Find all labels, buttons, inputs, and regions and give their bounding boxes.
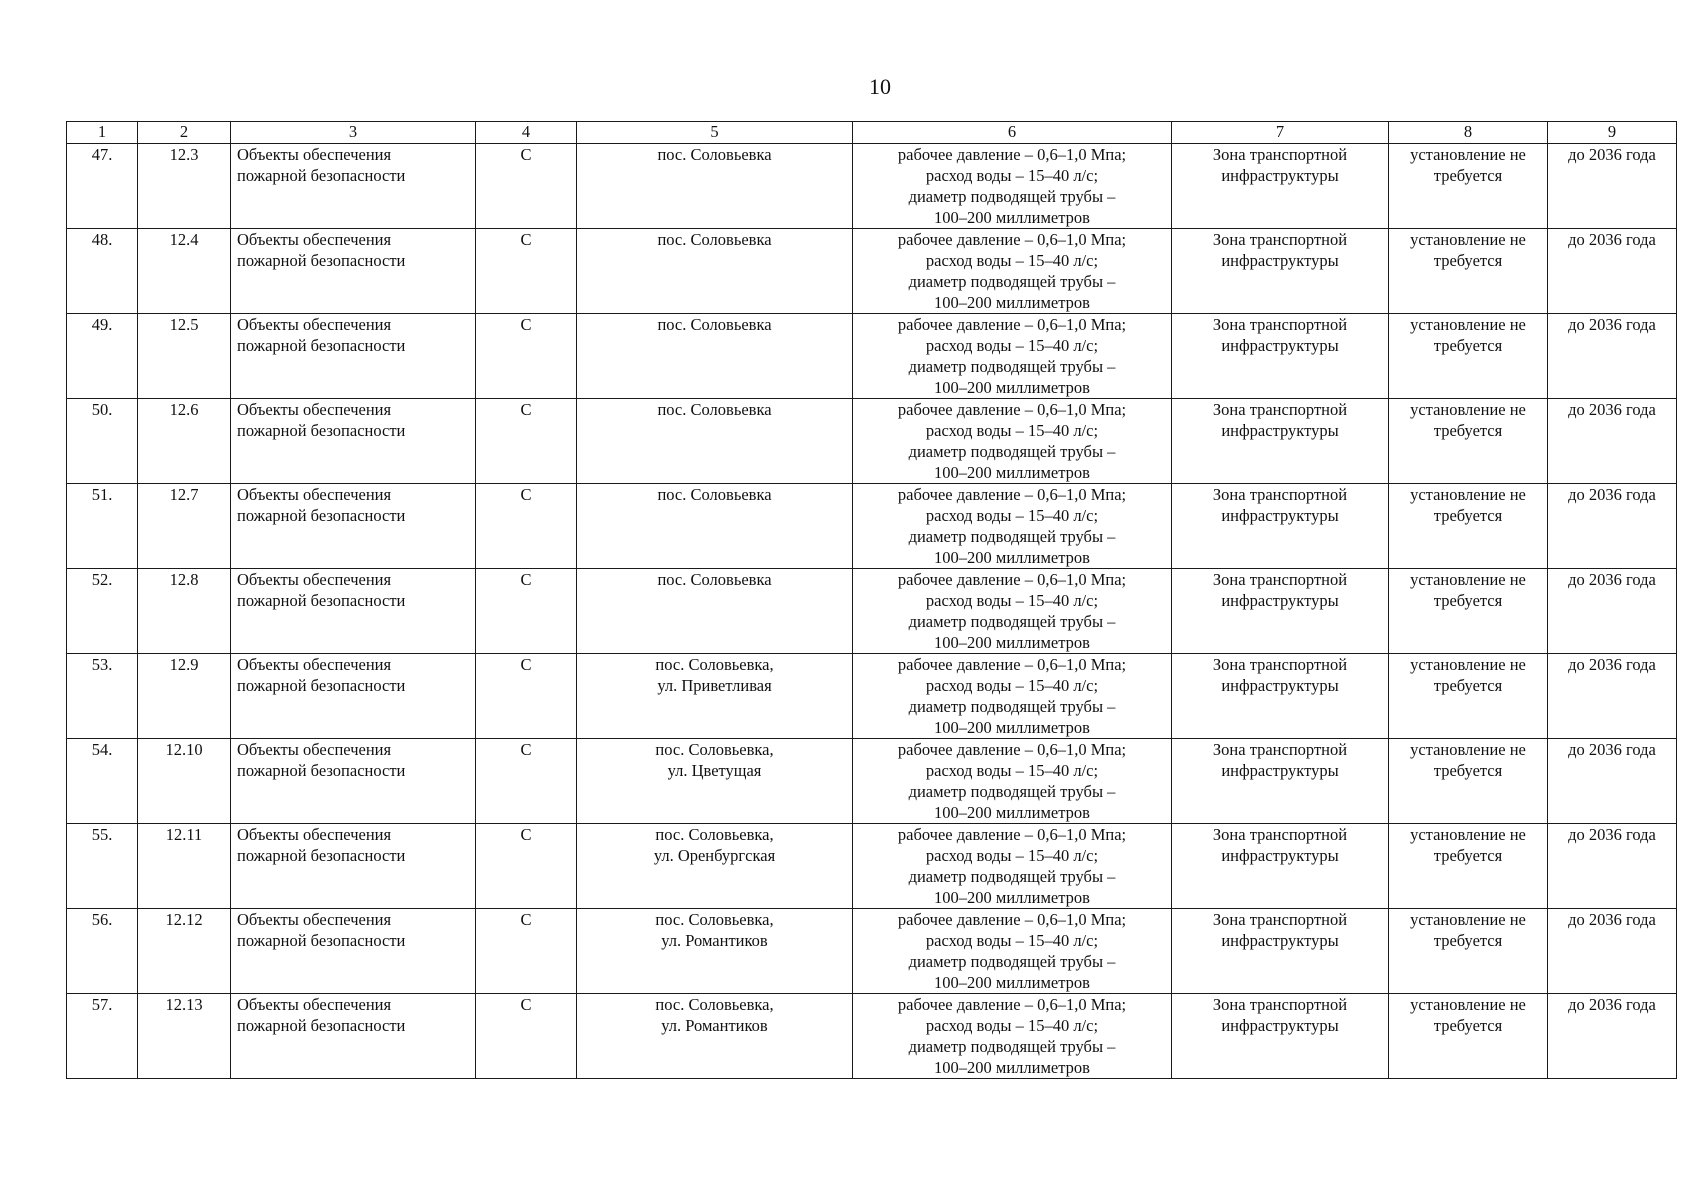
zone-cell-line: Зона транспортной <box>1212 655 1348 674</box>
term-cell: до 2036 года <box>1548 654 1677 739</box>
object-name-cell <box>231 654 476 739</box>
zone-cell <box>1172 909 1389 994</box>
object-name-cell <box>231 144 476 229</box>
parameters-cell-line: расход воды – 15–40 л/с; <box>925 676 1099 695</box>
zone-cell-line: Зона транспортной <box>1212 315 1348 334</box>
type-cell: С <box>476 399 577 484</box>
location-cell-line: ул. Романтиков <box>661 1016 768 1035</box>
zone-cell-line: инфраструктуры <box>1221 846 1339 865</box>
table-row <box>67 909 1677 994</box>
protection-zone-cell-line: установление не <box>1410 825 1526 844</box>
header-cell: 6 <box>853 122 1172 144</box>
protection-zone-cell-line: требуется <box>1433 591 1503 610</box>
location-cell <box>577 739 853 824</box>
parameters-cell <box>853 994 1172 1079</box>
code-cell: 12.13 <box>138 994 231 1079</box>
term-cell: до 2036 года <box>1548 314 1677 399</box>
location-cell-line: ул. Цветущая <box>667 761 762 780</box>
object-name-cell-line: Объекты обеспечения <box>237 825 392 844</box>
protection-zone-cell-line: требуется <box>1433 761 1503 780</box>
location-cell-line: пос. Соловьевка <box>657 400 772 419</box>
object-name-cell <box>231 994 476 1079</box>
parameters-cell-line: расход воды – 15–40 л/с; <box>925 251 1099 270</box>
parameters-cell-line: 100–200 миллиметров <box>934 973 1090 992</box>
object-name-cell-line: Объекты обеспечения <box>237 230 392 249</box>
code-cell: 12.12 <box>138 909 231 994</box>
protection-zone-cell-line: установление не <box>1410 230 1526 249</box>
parameters-cell-line: 100–200 миллиметров <box>934 463 1090 482</box>
term-cell: до 2036 года <box>1548 399 1677 484</box>
zone-cell-line: Зона транспортной <box>1212 995 1348 1014</box>
object-name-cell-line: пожарной безопасности <box>237 846 406 865</box>
parameters-cell-line: рабочее давление – 0,6–1,0 Мпа; <box>897 570 1127 589</box>
zone-cell <box>1172 569 1389 654</box>
header-cell: 8 <box>1389 122 1548 144</box>
term-cell: до 2036 года <box>1548 144 1677 229</box>
location-cell <box>577 484 853 569</box>
row-number-cell: 54. <box>67 739 138 824</box>
location-cell-line: пос. Соловьевка, <box>655 995 774 1014</box>
code-cell: 12.6 <box>138 399 231 484</box>
protection-zone-cell-line: установление не <box>1410 145 1526 164</box>
location-cell-line: пос. Соловьевка <box>657 145 772 164</box>
header-cell: 5 <box>577 122 853 144</box>
code-cell: 12.7 <box>138 484 231 569</box>
zone-cell-line: инфраструктуры <box>1221 506 1339 525</box>
table-row <box>67 399 1677 484</box>
protection-zone-cell-line: требуется <box>1433 166 1503 185</box>
table-row <box>67 314 1677 399</box>
protection-zone-cell-line: требуется <box>1433 421 1503 440</box>
object-name-cell-line: Объекты обеспечения <box>237 570 392 589</box>
parameters-cell-line: расход воды – 15–40 л/с; <box>925 761 1099 780</box>
parameters-cell-line: рабочее давление – 0,6–1,0 Мпа; <box>897 825 1127 844</box>
code-cell: 12.4 <box>138 229 231 314</box>
protection-zone-cell <box>1389 484 1548 569</box>
term-cell: до 2036 года <box>1548 994 1677 1079</box>
code-cell: 12.5 <box>138 314 231 399</box>
object-name-cell-line: пожарной безопасности <box>237 336 406 355</box>
location-cell <box>577 229 853 314</box>
object-name-cell <box>231 909 476 994</box>
protection-zone-cell-line: требуется <box>1433 336 1503 355</box>
location-cell-line: пос. Соловьевка <box>657 570 772 589</box>
object-name-cell-line: Объекты обеспечения <box>237 655 392 674</box>
object-name-cell-line: пожарной безопасности <box>237 421 406 440</box>
code-cell: 12.10 <box>138 739 231 824</box>
zone-cell-line: Зона транспортной <box>1212 400 1348 419</box>
parameters-cell-line: 100–200 миллиметров <box>934 888 1090 907</box>
parameters-cell-line: диаметр подводящей трубы – <box>908 442 1116 461</box>
parameters-cell-line: диаметр подводящей трубы – <box>908 612 1116 631</box>
row-number-cell: 49. <box>67 314 138 399</box>
object-name-cell-line: пожарной безопасности <box>237 931 406 950</box>
protection-zone-cell-line: установление не <box>1410 485 1526 504</box>
parameters-cell-line: 100–200 миллиметров <box>934 803 1090 822</box>
parameters-cell <box>853 314 1172 399</box>
row-number-cell: 52. <box>67 569 138 654</box>
protection-zone-cell-line: установление не <box>1410 740 1526 759</box>
location-cell <box>577 569 853 654</box>
parameters-cell-line: диаметр подводящей трубы – <box>908 272 1116 291</box>
parameters-cell-line: 100–200 миллиметров <box>934 633 1090 652</box>
parameters-cell-line: рабочее давление – 0,6–1,0 Мпа; <box>897 315 1127 334</box>
zone-cell-line: инфраструктуры <box>1221 676 1339 695</box>
protection-zone-cell-line: требуется <box>1433 1016 1503 1035</box>
type-cell: С <box>476 654 577 739</box>
location-cell-line: пос. Соловьевка <box>657 485 772 504</box>
protection-zone-cell-line: установление не <box>1410 655 1526 674</box>
zone-cell-line: Зона транспортной <box>1212 485 1348 504</box>
protection-zone-cell-line: установление не <box>1410 400 1526 419</box>
parameters-cell-line: расход воды – 15–40 л/с; <box>925 846 1099 865</box>
header-cell: 9 <box>1548 122 1677 144</box>
object-name-cell-line: пожарной безопасности <box>237 166 406 185</box>
zone-cell <box>1172 824 1389 909</box>
object-name-cell-line: Объекты обеспечения <box>237 400 392 419</box>
protection-zone-cell-line: установление не <box>1410 910 1526 929</box>
zone-cell-line: инфраструктуры <box>1221 421 1339 440</box>
protection-zone-cell <box>1389 739 1548 824</box>
term-cell: до 2036 года <box>1548 569 1677 654</box>
type-cell: С <box>476 994 577 1079</box>
zone-cell-line: Зона транспортной <box>1212 570 1348 589</box>
location-cell <box>577 824 853 909</box>
table-row <box>67 994 1677 1079</box>
location-cell-line: пос. Соловьевка, <box>655 740 774 759</box>
parameters-cell-line: рабочее давление – 0,6–1,0 Мпа; <box>897 145 1127 164</box>
table-body <box>67 144 1677 1079</box>
location-cell-line: пос. Соловьевка, <box>655 910 774 929</box>
protection-zone-cell <box>1389 314 1548 399</box>
type-cell: С <box>476 824 577 909</box>
row-number-cell: 56. <box>67 909 138 994</box>
object-name-cell <box>231 569 476 654</box>
table-row <box>67 144 1677 229</box>
location-cell-line: пос. Соловьевка <box>657 315 772 334</box>
parameters-cell-line: рабочее давление – 0,6–1,0 Мпа; <box>897 995 1127 1014</box>
row-number-cell: 55. <box>67 824 138 909</box>
location-cell-line: ул. Приветливая <box>657 676 772 695</box>
parameters-cell-line: рабочее давление – 0,6–1,0 Мпа; <box>897 400 1127 419</box>
parameters-cell-line: диаметр подводящей трубы – <box>908 1037 1116 1056</box>
header-cell: 2 <box>138 122 231 144</box>
table-row <box>67 739 1677 824</box>
table-row <box>67 654 1677 739</box>
parameters-cell-line: расход воды – 15–40 л/с; <box>925 931 1099 950</box>
zone-cell-line: инфраструктуры <box>1221 931 1339 950</box>
object-name-cell <box>231 824 476 909</box>
zone-cell-line: инфраструктуры <box>1221 761 1339 780</box>
zone-cell <box>1172 144 1389 229</box>
object-name-cell <box>231 399 476 484</box>
protection-zone-cell-line: требуется <box>1433 846 1503 865</box>
row-number-cell: 50. <box>67 399 138 484</box>
parameters-cell <box>853 229 1172 314</box>
code-cell: 12.9 <box>138 654 231 739</box>
zone-cell <box>1172 399 1389 484</box>
zone-cell <box>1172 484 1389 569</box>
row-number-cell: 51. <box>67 484 138 569</box>
term-cell: до 2036 года <box>1548 909 1677 994</box>
zone-cell-line: Зона транспортной <box>1212 910 1348 929</box>
location-cell-line: пос. Соловьевка, <box>655 655 774 674</box>
object-name-cell-line: пожарной безопасности <box>237 506 406 525</box>
parameters-cell-line: расход воды – 15–40 л/с; <box>925 506 1099 525</box>
object-name-cell-line: Объекты обеспечения <box>237 145 392 164</box>
protection-zone-cell-line: требуется <box>1433 676 1503 695</box>
object-name-cell-line: Объекты обеспечения <box>237 485 392 504</box>
term-cell: до 2036 года <box>1548 824 1677 909</box>
zone-cell <box>1172 739 1389 824</box>
protection-zone-cell-line: требуется <box>1433 931 1503 950</box>
protection-zone-cell <box>1389 909 1548 994</box>
protection-zone-cell-line: установление не <box>1410 570 1526 589</box>
object-name-cell-line: пожарной безопасности <box>237 761 406 780</box>
object-name-cell <box>231 484 476 569</box>
location-cell <box>577 909 853 994</box>
table-row <box>67 569 1677 654</box>
parameters-cell <box>853 909 1172 994</box>
protection-zone-cell-line: требуется <box>1433 506 1503 525</box>
location-cell <box>577 399 853 484</box>
zone-cell-line: Зона транспортной <box>1212 230 1348 249</box>
row-number-cell: 48. <box>67 229 138 314</box>
term-cell: до 2036 года <box>1548 484 1677 569</box>
zone-cell <box>1172 229 1389 314</box>
parameters-cell-line: рабочее давление – 0,6–1,0 Мпа; <box>897 655 1127 674</box>
protection-zone-cell <box>1389 569 1548 654</box>
zone-cell-line: Зона транспортной <box>1212 825 1348 844</box>
zone-cell-line: инфраструктуры <box>1221 1016 1339 1035</box>
object-name-cell <box>231 229 476 314</box>
type-cell: С <box>476 314 577 399</box>
term-cell: до 2036 года <box>1548 739 1677 824</box>
protection-zone-cell-line: требуется <box>1433 251 1503 270</box>
object-name-cell-line: пожарной безопасности <box>237 251 406 270</box>
type-cell: С <box>476 484 577 569</box>
protection-zone-cell <box>1389 994 1548 1079</box>
code-cell: 12.11 <box>138 824 231 909</box>
table-row <box>67 229 1677 314</box>
parameters-cell-line: диаметр подводящей трубы – <box>908 867 1116 886</box>
object-name-cell-line: Объекты обеспечения <box>237 315 392 334</box>
parameters-cell-line: рабочее давление – 0,6–1,0 Мпа; <box>897 230 1127 249</box>
object-name-cell-line: Объекты обеспечения <box>237 995 392 1014</box>
header-cell: 1 <box>67 122 138 144</box>
location-cell-line: пос. Соловьевка, <box>655 825 774 844</box>
type-cell: С <box>476 144 577 229</box>
location-cell <box>577 654 853 739</box>
parameters-cell-line: диаметр подводящей трубы – <box>908 357 1116 376</box>
location-cell <box>577 314 853 399</box>
parameters-cell <box>853 569 1172 654</box>
zone-cell-line: Зона транспортной <box>1212 740 1348 759</box>
type-cell: С <box>476 909 577 994</box>
code-cell: 12.8 <box>138 569 231 654</box>
zone-cell-line: инфраструктуры <box>1221 336 1339 355</box>
type-cell: С <box>476 739 577 824</box>
location-cell-line: пос. Соловьевка <box>657 230 772 249</box>
parameters-cell-line: 100–200 миллиметров <box>934 378 1090 397</box>
type-cell: С <box>476 569 577 654</box>
zone-cell <box>1172 994 1389 1079</box>
header-cell: 4 <box>476 122 577 144</box>
zone-cell-line: инфраструктуры <box>1221 591 1339 610</box>
object-name-cell-line: пожарной безопасности <box>237 591 406 610</box>
object-name-cell-line: пожарной безопасности <box>237 676 406 695</box>
zone-cell <box>1172 314 1389 399</box>
protection-zone-cell <box>1389 144 1548 229</box>
parameters-cell <box>853 399 1172 484</box>
zone-cell-line: инфраструктуры <box>1221 251 1339 270</box>
parameters-cell-line: расход воды – 15–40 л/с; <box>925 591 1099 610</box>
header-cell: 3 <box>231 122 476 144</box>
table-row <box>67 824 1677 909</box>
protection-zone-cell-line: установление не <box>1410 315 1526 334</box>
code-cell: 12.3 <box>138 144 231 229</box>
location-cell-line: ул. Оренбургская <box>653 846 776 865</box>
page-number: 10 <box>869 74 891 99</box>
protection-zone-cell <box>1389 229 1548 314</box>
parameters-cell-line: диаметр подводящей трубы – <box>908 697 1116 716</box>
location-cell <box>577 994 853 1079</box>
parameters-cell-line: диаметр подводящей трубы – <box>908 952 1116 971</box>
parameters-cell <box>853 484 1172 569</box>
row-number-cell: 53. <box>67 654 138 739</box>
object-name-cell <box>231 739 476 824</box>
protection-zone-cell <box>1389 824 1548 909</box>
type-cell: С <box>476 229 577 314</box>
header-cell: 7 <box>1172 122 1389 144</box>
object-name-cell-line: Объекты обеспечения <box>237 910 392 929</box>
parameters-cell-line: 100–200 миллиметров <box>934 718 1090 737</box>
protection-zone-cell <box>1389 654 1548 739</box>
parameters-cell-line: диаметр подводящей трубы – <box>908 527 1116 546</box>
parameters-cell-line: рабочее давление – 0,6–1,0 Мпа; <box>897 485 1127 504</box>
location-cell-line: ул. Романтиков <box>661 931 768 950</box>
parameters-cell-line: 100–200 миллиметров <box>934 548 1090 567</box>
parameters-cell-line: расход воды – 15–40 л/с; <box>925 1016 1099 1035</box>
parameters-cell-line: диаметр подводящей трубы – <box>908 187 1116 206</box>
row-number-cell: 57. <box>67 994 138 1079</box>
zone-cell-line: инфраструктуры <box>1221 166 1339 185</box>
parameters-cell-line: расход воды – 15–40 л/с; <box>925 336 1099 355</box>
parameters-cell <box>853 824 1172 909</box>
parameters-cell-line: расход воды – 15–40 л/с; <box>925 166 1099 185</box>
parameters-cell-line: диаметр подводящей трубы – <box>908 782 1116 801</box>
parameters-cell <box>853 654 1172 739</box>
parameters-cell-line: расход воды – 15–40 л/с; <box>925 421 1099 440</box>
parameters-cell-line: 100–200 миллиметров <box>934 293 1090 312</box>
parameters-cell-line: 100–200 миллиметров <box>934 208 1090 227</box>
table-row <box>67 484 1677 569</box>
object-name-cell-line: Объекты обеспечения <box>237 740 392 759</box>
objects-table <box>66 121 1677 1079</box>
parameters-cell-line: рабочее давление – 0,6–1,0 Мпа; <box>897 740 1127 759</box>
zone-cell-line: Зона транспортной <box>1212 145 1348 164</box>
row-number-cell: 47. <box>67 144 138 229</box>
protection-zone-cell <box>1389 399 1548 484</box>
parameters-cell-line: рабочее давление – 0,6–1,0 Мпа; <box>897 910 1127 929</box>
header-row <box>67 122 1677 144</box>
location-cell <box>577 144 853 229</box>
object-name-cell <box>231 314 476 399</box>
parameters-cell <box>853 144 1172 229</box>
zone-cell <box>1172 654 1389 739</box>
object-name-cell-line: пожарной безопасности <box>237 1016 406 1035</box>
parameters-cell-line: 100–200 миллиметров <box>934 1058 1090 1077</box>
term-cell: до 2036 года <box>1548 229 1677 314</box>
parameters-cell <box>853 739 1172 824</box>
protection-zone-cell-line: установление не <box>1410 995 1526 1014</box>
